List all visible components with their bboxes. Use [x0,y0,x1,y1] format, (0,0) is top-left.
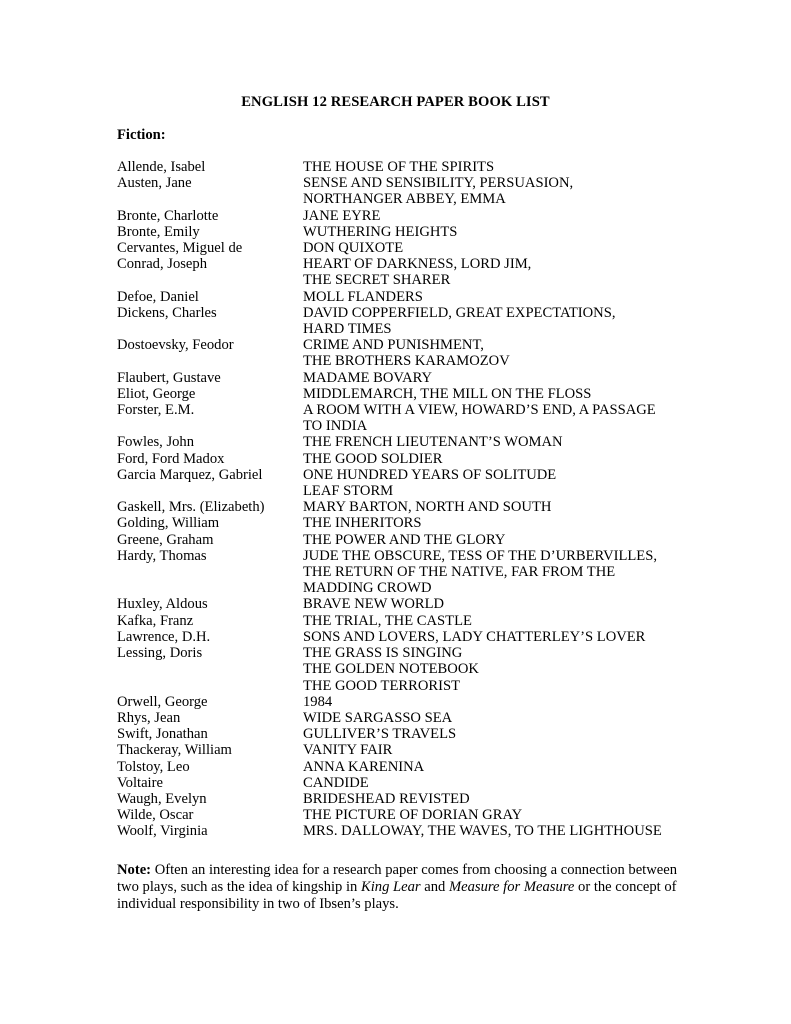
book-titles [303,305,677,337]
note-label: Note: [117,862,152,878]
book-titles [303,710,677,726]
book-title-line: THE TRIAL, THE CASTLE [303,612,472,629]
book-author: Austen, Jane [117,175,192,192]
book-title-line: WIDE SARGASSO SEA [303,709,453,726]
book-author: Cervantes, Miguel de [117,240,243,257]
book-titles [303,596,677,612]
book-title-line: LEAF STORM [303,483,394,500]
book-row [117,305,677,337]
book-author: Huxley, Aldous [117,596,208,613]
book-title-line: DON QUIXOTE [303,240,404,257]
book-title-line: THE POWER AND THE GLORY [303,531,506,548]
book-row [117,337,677,369]
book-row [117,791,677,807]
book-row [117,370,677,386]
book-title-line: GULLIVER’S TRAVELS [303,726,457,743]
book-row [117,499,677,515]
book-row [117,256,677,288]
book-row [117,289,677,305]
book-author: Gaskell, Mrs. (Elizabeth) [117,499,265,516]
book-author: Allende, Isabel [117,159,206,175]
book-author: Greene, Graham [117,531,214,548]
book-titles [303,289,677,305]
book-titles [303,159,677,175]
book-title-line: HEART OF DARKNESS, LORD JIM, [303,256,532,273]
book-title-line: THE GOLDEN NOTEBOOK [303,661,479,678]
book-author: Golding, William [117,515,220,532]
page-title: ENGLISH 12 RESEARCH PAPER BOOK LIST [241,94,550,110]
book-author: Ford, Ford Madox [117,450,225,467]
book-title-line: TO INDIA [303,418,368,435]
book-row [117,596,677,612]
book-title-line: NORTHANGER ABBEY, EMMA [303,191,506,208]
book-title-line: THE GOOD SOLDIER [303,450,443,467]
book-titles [303,532,677,548]
book-row [117,434,677,450]
book-row [117,515,677,531]
book-title-line: ANNA KARENINA [303,758,425,775]
book-title-line: BRIDESHEAD REVISTED [303,790,470,807]
book-titles [303,451,677,467]
book-author: Hardy, Thomas [117,547,207,564]
book-row [117,645,677,694]
book-titles [303,208,677,224]
book-titles [303,613,677,629]
book-title-line: THE SECRET SHARER [303,272,451,289]
book-title-line: MARY BARTON, NORTH AND SOUTH [303,499,552,516]
book-title-line: THE INHERITORS [303,515,422,532]
book-row [117,402,677,434]
note-text-part: Often an interesting idea for a research paper comes from choosing a connection between two plays, such as the idea of kingship in [117,862,678,895]
book-title-line: A ROOM WITH A VIEW, HOWARD’S END, A PASSAGE [303,402,656,419]
book-row [117,386,677,402]
book-title-line: THE GRASS IS SINGING [303,645,463,662]
book-row [117,548,677,597]
note-italic-title: Measure for Measure [449,879,575,895]
book-row [117,710,677,726]
book-title-line: ONE HUNDRED YEARS OF SOLITUDE [303,466,557,483]
book-titles [303,175,677,207]
book-titles [303,645,677,694]
book-title-line: THE RETURN OF THE NATIVE, FAR FROM THE [303,564,616,581]
note-text-part: and [420,879,449,895]
book-row [117,240,677,256]
book-title-line: WUTHERING HEIGHTS [303,223,458,240]
book-titles [303,499,677,515]
book-row [117,629,677,645]
book-author: Fowles, John [117,434,195,451]
book-title-line: SENSE AND SENSIBILITY, PERSUASION, [303,175,574,192]
book-titles [303,807,677,823]
book-row [117,224,677,240]
book-titles [303,337,677,369]
book-title-line: THE PICTURE OF DORIAN GRAY [303,807,523,824]
book-titles [303,370,677,386]
book-row [117,613,677,629]
book-author: Woolf, Virginia [117,823,208,840]
book-title-line: BRAVE NEW WORLD [303,596,445,613]
book-title-line: HARD TIMES [303,321,392,338]
book-author: Conrad, Joseph [117,256,207,273]
book-author: Lawrence, D.H. [117,628,211,645]
book-titles [303,823,677,839]
book-title-line: THE FRENCH LIEUTENANT’S WOMAN [303,434,563,451]
book-row [117,208,677,224]
book-author: Eliot, George [117,385,196,402]
book-titles [303,256,677,288]
book-author: Voltaire [117,774,163,791]
book-author: Defoe, Daniel [117,288,199,305]
book-title-line: MIDDLEMARCH, THE MILL ON THE FLOSS [303,385,592,402]
book-author: Swift, Jonathan [117,726,208,743]
book-titles [303,467,677,499]
book-author: Tolstoy, Leo [117,758,190,775]
book-row [117,775,677,791]
book-row [117,823,677,839]
book-author: Waugh, Evelyn [117,790,207,807]
note-italic-title: King Lear [361,879,421,895]
book-title-line: DAVID COPPERFIELD, GREAT EXPECTATIONS, [303,304,616,321]
book-title-line: 1984 [303,693,333,710]
note-text-part: or the concept of individual responsibility in two of Ibsen’s plays. [117,879,677,912]
book-author: Lessing, Doris [117,645,203,662]
book-author: Thackeray, William [117,742,232,759]
book-titles [303,694,677,710]
note-paragraph [117,862,677,913]
book-title-line: SONS AND LOVERS, LADY CHATTERLEY’S LOVER [303,628,646,645]
book-author: Bronte, Emily [117,223,200,240]
book-titles [303,791,677,807]
book-row [117,726,677,742]
book-titles [303,515,677,531]
book-author: Flaubert, Gustave [117,369,221,386]
book-author: Kafka, Franz [117,612,194,629]
book-author: Rhys, Jean [117,709,181,726]
book-row [117,694,677,710]
book-titles [303,402,677,434]
book-title-line: JUDE THE OBSCURE, TESS OF THE D’URBERVILLES, [303,547,657,564]
book-author: Garcia Marquez, Gabriel [117,466,263,483]
book-row [117,742,677,758]
book-titles [303,548,677,597]
book-row [117,532,677,548]
book-author: Orwell, George [117,693,208,710]
book-titles [303,726,677,742]
book-title-line: MADDING CROWD [303,580,432,597]
book-row [117,467,677,499]
book-row [117,159,677,175]
book-title-line: THE BROTHERS KARAMOZOV [303,353,510,370]
book-titles [303,434,677,450]
book-title-line: THE HOUSE OF THE SPIRITS [303,159,495,175]
book-titles [303,775,677,791]
book-title-line: THE GOOD TERRORIST [303,677,461,694]
book-author: Bronte, Charlotte [117,207,219,224]
book-row [117,175,677,207]
book-titles [303,759,677,775]
book-author: Dickens, Charles [117,304,217,321]
book-title-line: MRS. DALLOWAY, THE WAVES, TO THE LIGHTHOUSE [303,823,662,840]
book-author: Wilde, Oscar [117,807,194,824]
book-titles [303,629,677,645]
book-author: Dostoevsky, Feodor [117,337,234,354]
book-titles [303,742,677,758]
book-row [117,451,677,467]
book-title-line: MOLL FLANDERS [303,288,423,305]
book-title-line: CRIME AND PUNISHMENT, [303,337,484,354]
book-titles [303,224,677,240]
book-title-line: VANITY FAIR [303,742,393,759]
book-row [117,759,677,775]
book-titles [303,386,677,402]
book-title-line: JANE EYRE [303,207,381,224]
book-title-line: CANDIDE [303,774,369,791]
book-list [117,159,677,840]
book-title-line: MADAME BOVARY [303,369,433,386]
book-row [117,807,677,823]
book-author: Forster, E.M. [117,402,195,419]
book-titles [303,240,677,256]
section-heading-fiction: Fiction: [117,127,166,143]
